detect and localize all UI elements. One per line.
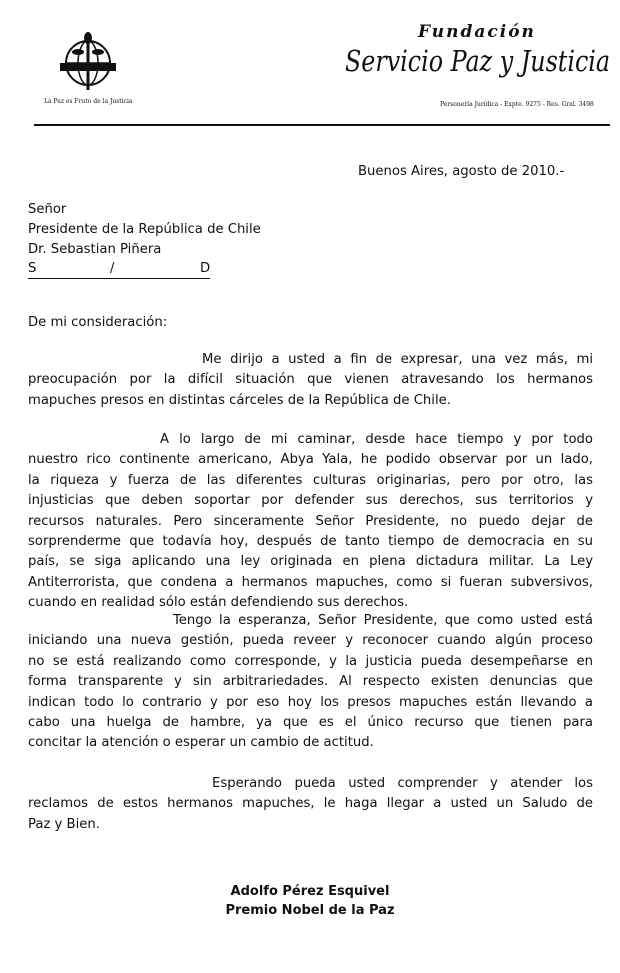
paragraph-3-line: Tengo la esperanza, Señor Presidente, que como usted está bbox=[173, 613, 593, 628]
recipient-line: Dr. Sebastian Piñera bbox=[28, 242, 162, 257]
header-divider bbox=[34, 124, 610, 126]
paragraph-2-line: sorprenderme que todavía hoy, después de tanto tiempo de democracia en su bbox=[28, 534, 593, 549]
paragraph-2-line: A lo largo de mi caminar, desde hace tiempo y por todo bbox=[160, 432, 593, 447]
motto: La Paz es Fruto de la Justicia bbox=[44, 98, 133, 105]
globe-dove-logo-icon bbox=[58, 30, 118, 92]
paragraph-2-line: la riqueza y fuerza de las diferentes culturas originarias, pero por otro, las bbox=[28, 472, 593, 488]
recipient-line: Presidente de la República de Chile bbox=[28, 222, 261, 237]
paragraph-1-line: Me dirijo a usted a fin de expresar, una vez más, mi bbox=[202, 352, 593, 367]
paragraph-3-line: forma transparente y sin arbitrariedades. Al respecto existen denuncias que bbox=[28, 674, 593, 690]
recipient-line: Señor bbox=[28, 202, 67, 217]
paragraph-3-line: cabo una huelga de hambre, ya que es el único recurso que tienen para bbox=[28, 715, 593, 730]
signature-title: Premio Nobel de la Paz bbox=[225, 903, 395, 918]
paragraph-4-line: Paz y Bien. bbox=[28, 816, 100, 832]
paragraph-4-line: Esperando pueda usted comprender y atender los bbox=[212, 776, 593, 791]
sd-s: S bbox=[28, 261, 37, 276]
sd-line bbox=[28, 260, 210, 279]
paragraph-3-line: iniciando una nueva gestión, pueda reveer y reconocer cuando algún proceso bbox=[28, 633, 593, 649]
paragraph-3-line: indican todo lo contrario y por eso hoy los presos mapuches están llevando a bbox=[28, 694, 593, 710]
paragraph-4-line: reclamos de estos hermanos mapuches, le haga llegar a usted un Saludo de bbox=[28, 796, 593, 812]
paragraph-2-line: nuestro rico continente americano, Abya Yala, he podido observar por un lado, bbox=[28, 452, 593, 468]
org-prefix: Fundación bbox=[418, 22, 536, 42]
signature-name: Adolfo Pérez Esquivel bbox=[230, 884, 390, 899]
salutation: De mi consideración: bbox=[28, 315, 168, 330]
paragraph-2-line: recursos naturales. Pero sinceramente Señor Presidente, no puedo dejar de bbox=[28, 513, 593, 529]
date: Buenos Aires, agosto de 2010.- bbox=[358, 164, 565, 179]
paragraph-1-line: mapuches presos en distintas cárceles de la República de Chile. bbox=[28, 392, 451, 408]
paragraph-3-line: concitar la atención o esperar un cambio de actitud. bbox=[28, 735, 374, 751]
paragraph-2-line: injusticias que deben soportar por defender sus derechos, sus territorios y bbox=[28, 493, 593, 509]
paragraph-3-line: no se está realizando como corresponde, y la justicia pueda desempeñarse en bbox=[28, 653, 593, 669]
sd-d: D bbox=[200, 261, 211, 276]
paragraph-2-line: Antiterrorista, que condena a hermanos mapuches, como si fueran subversivos, bbox=[28, 574, 593, 590]
registration: Personería Jurídica - Expte. 9275 - Res. Gral. 3498 bbox=[440, 101, 594, 108]
sd-slash: / bbox=[110, 261, 115, 276]
org-name: Servicio Paz y Justicia bbox=[345, 44, 611, 78]
paragraph-1-line: preocupación por la difícil situación que vienen atravesando los hermanos bbox=[28, 372, 593, 388]
paragraph-2-line: cuando en realidad sólo están defendiendo sus derechos. bbox=[28, 595, 409, 611]
paragraph-2-line: país, se siga aplicando una ley originada en plena dictadura militar. La Ley bbox=[28, 554, 593, 570]
